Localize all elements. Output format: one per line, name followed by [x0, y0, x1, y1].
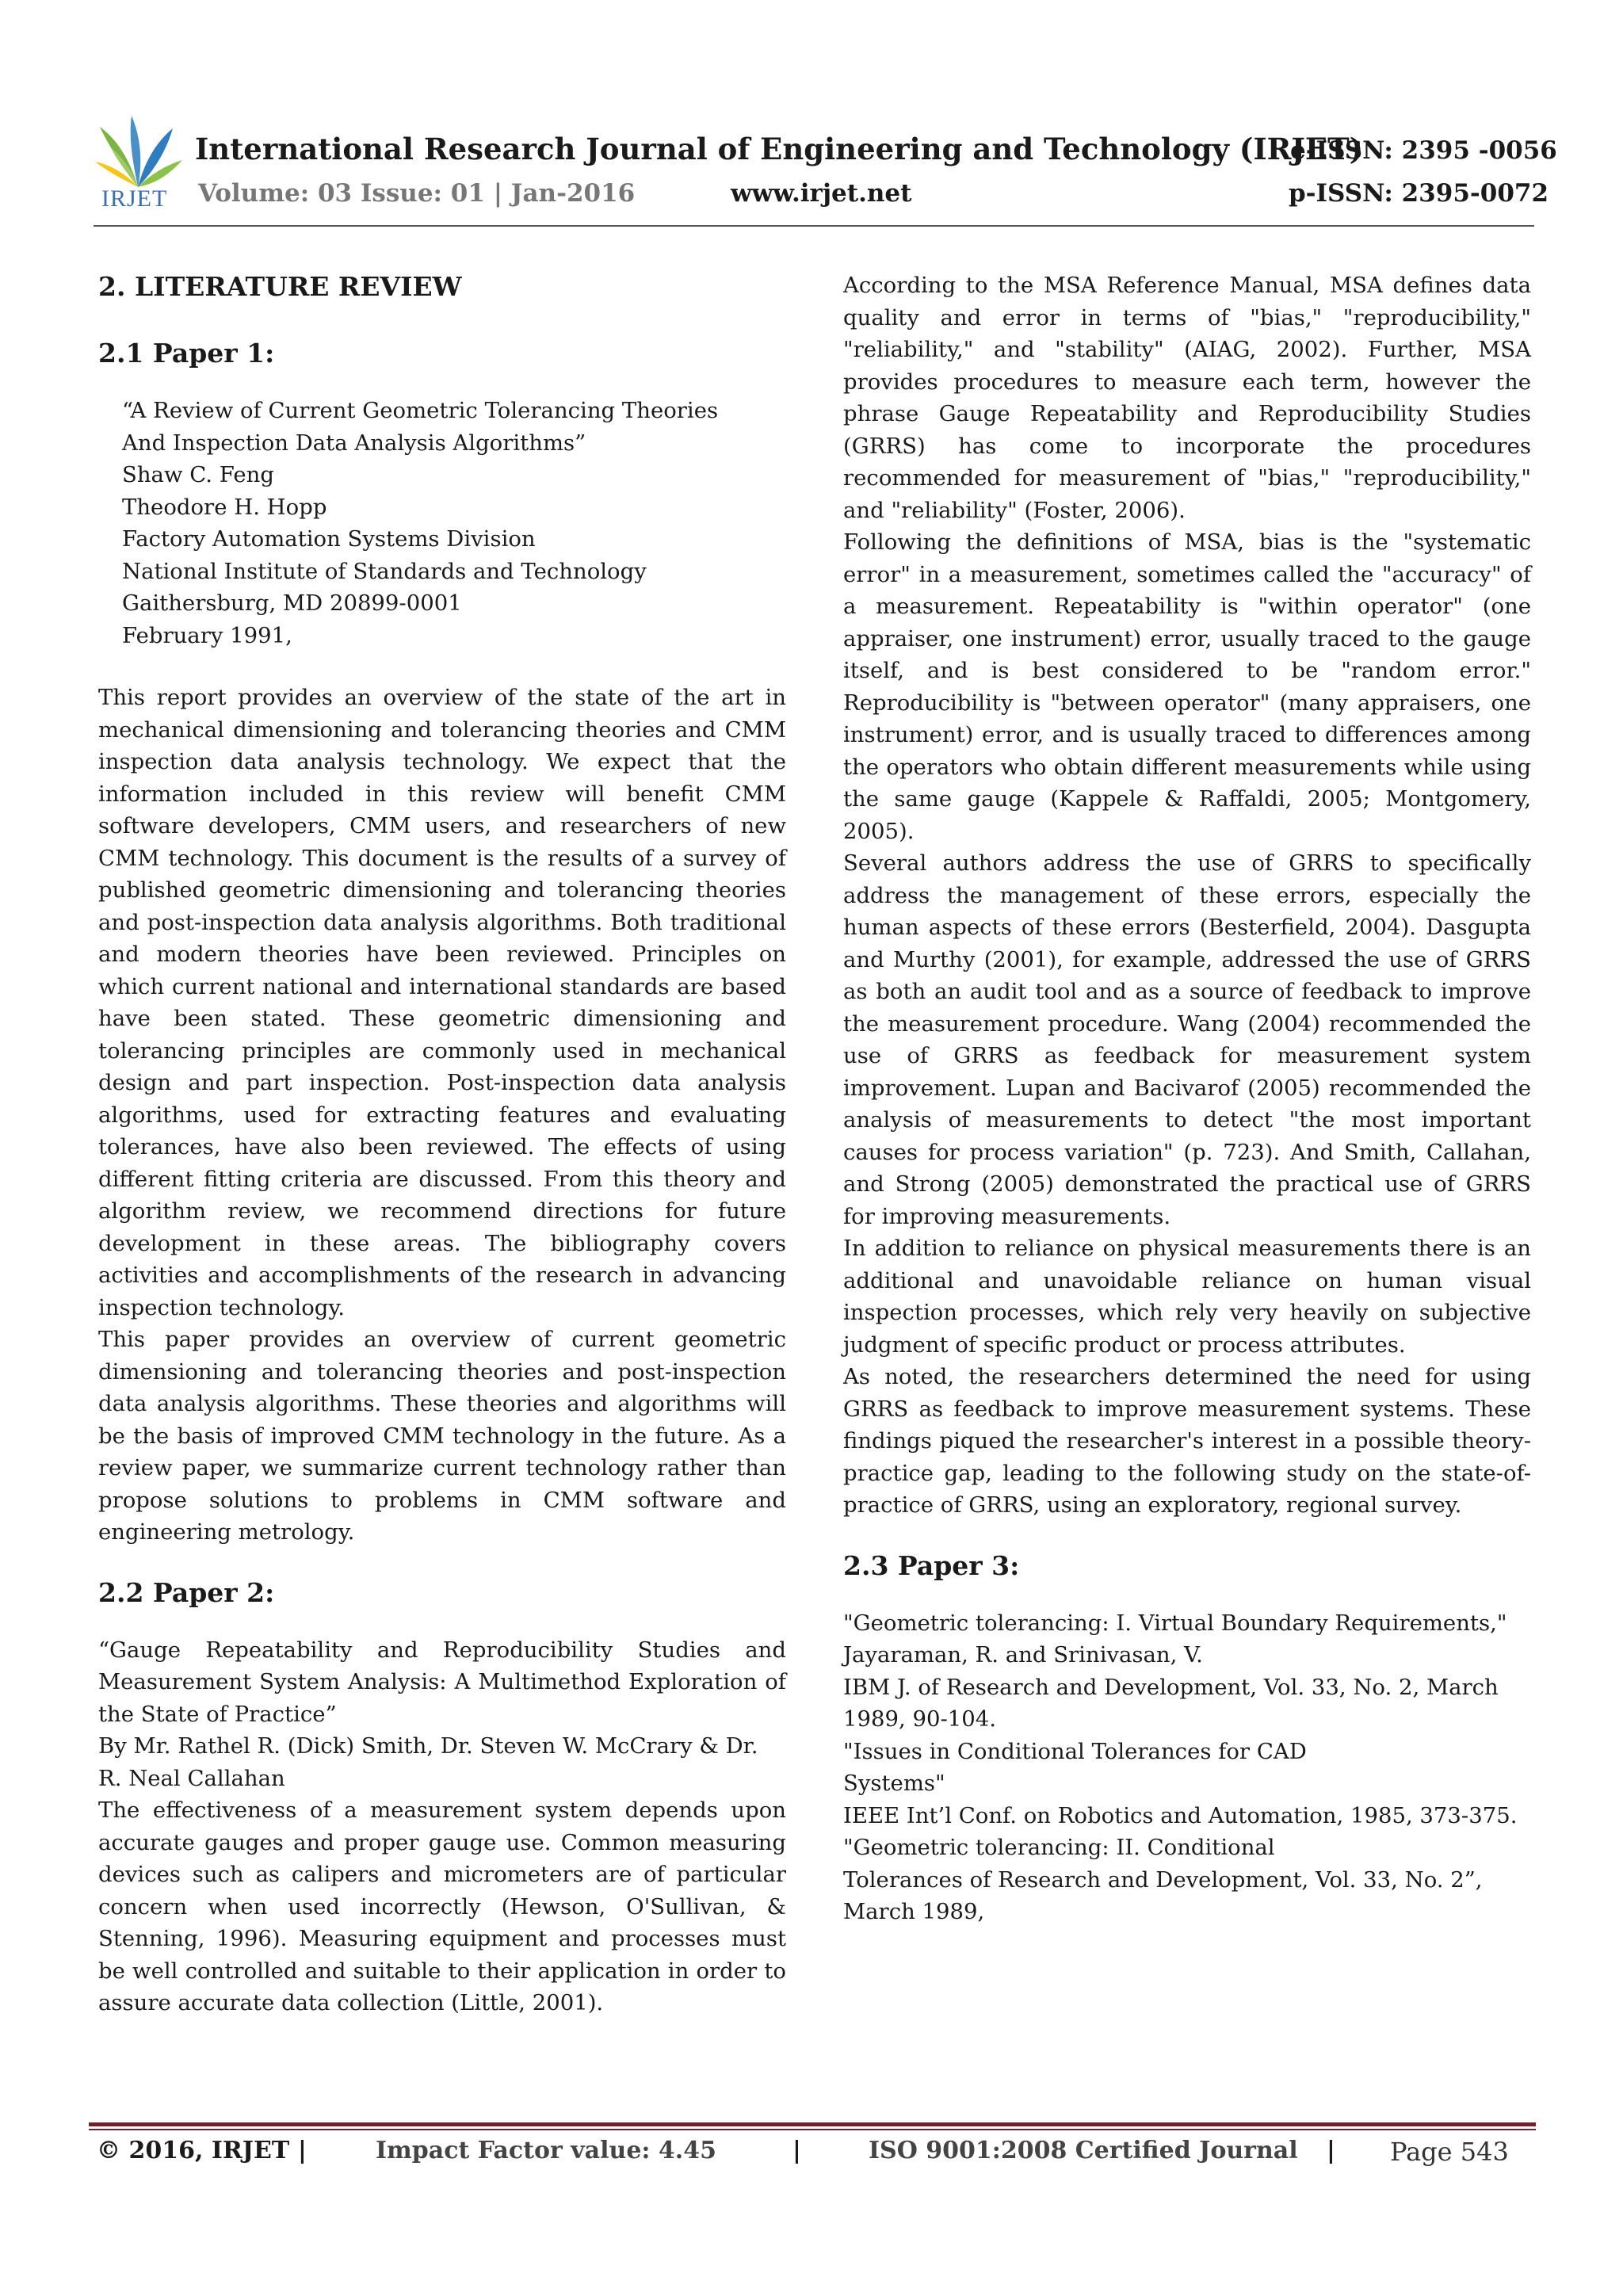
citation-line: And Inspection Data Analysis Algorithms” — [122, 430, 586, 456]
citation-line: Shaw C. Feng — [122, 462, 274, 487]
paper3-ref-title: "Issues in Conditional Tolerances for CAD — [843, 1738, 1307, 1764]
footer-separator: | — [792, 2137, 801, 2164]
citation-line: February 1991, — [122, 622, 292, 648]
footer-separator: | — [1327, 2137, 1335, 2164]
paper2-authors: By Mr. Rathel R. (Dick) Smith, Dr. Steven W. McCrary & Dr. R. Neal Callahan — [98, 1733, 758, 1791]
paper3-ref-source: IEEE Int’l Conf. on Robotics and Automation, 1985, 373-375. — [843, 1802, 1518, 1828]
page-number: Page 543 — [1390, 2137, 1509, 2167]
section-title: 2. LITERATURE REVIEW — [98, 271, 462, 302]
paragraph: In addition to reliance on physical measurements there is an additional and unavoidable reliance on human visual inspection processes, which rely very heavily on subjective judgment of specific product or process attributes. — [843, 1236, 1531, 1358]
footer-iso: ISO 9001:2008 Certified Journal — [869, 2137, 1298, 2164]
left-column — [98, 269, 786, 2019]
logo-text: IRJET — [101, 185, 168, 212]
volume-info: Volume: 03 Issue: 01 | Jan-2016 — [198, 179, 636, 208]
paper3-ref-source: IBM J. of Research and Development, Vol. 33, No. 2, March 1989, 90-104. — [843, 1674, 1499, 1732]
citation-line: Gaithersburg, MD 20899-0001 — [122, 590, 462, 616]
paper2-citation-title: “Gauge Repeatability and Reproducibility Studies and Measurement System Analysis: A Multimethod Exploration of the State of Practice” — [98, 1637, 786, 1727]
footer-divider — [89, 2122, 1536, 2126]
footer-impact-factor: Impact Factor value: 4.45 — [376, 2137, 716, 2164]
footer-divider-thin — [89, 2129, 1536, 2130]
paper1-paragraph: This report provides an overview of the state of the art in mechanical dimensioning and tolerancing theories and CMM inspection data analysis technology. We expect that the information included in this review will benefit CMM software developers, CMM users, and researchers of new CMM technology. This document is the results of a survey of published geometric dimensioning and tolerancing theories and post-inspection data analysis algorithms. Both traditional and modern theories have been reviewed. Principles on which current national and international standards are based have been stated. These geometric dimensioning and tolerancing principles are commonly used in mechanical design and part inspection. Post-inspection data analysis algorithms, used for extracting features and evaluating tolerances, have also been reviewed. The effects of using different fitting criteria are discussed. From this theory and algorithm review, we recommend directions for future development in these areas. The bibliography covers activities and accomplishments of the research in advancing inspection technology. — [98, 685, 786, 1320]
citation-line: Factory Automation Systems Division — [122, 526, 536, 552]
paragraph: Following the definitions of MSA, bias is the "systematic error" in a measurement, sometimes called the "accuracy" of a measurement. Repeatability is "within operator" (one appraiser, one instrument) error, usually traced to the gauge itself, and is best considered to be "random error." Reproducibility is "between operator" (many appraisers, one instrument) error, and is usually traced to differences among the operators who obtain different measurements while using the same gauge (Kappele & Raffaldi, 2005; Montgomery, 2005). — [843, 529, 1531, 844]
header-divider — [94, 225, 1534, 227]
paper3-ref-date: March 1989, — [843, 1899, 985, 1924]
paper2-title: 2.2 Paper 2: — [98, 1576, 275, 1608]
paper1-citation — [122, 395, 786, 651]
paper3-ref-title: Systems" — [843, 1771, 945, 1796]
footer-separator: | — [298, 2137, 307, 2164]
citation-line: “A Review of Current Geometric Tolerancing Theories — [122, 398, 719, 423]
website-link[interactable]: www.irjet.net — [731, 179, 912, 208]
journal-title: International Research Journal of Engineering and Technology (IRJET) — [195, 132, 1364, 166]
paper1-title: 2.1 Paper 1: — [98, 338, 275, 369]
paper1-paragraph: This paper provides an overview of current geometric dimensioning and tolerancing theories and post-inspection data analysis algorithms. These theories and algorithms will be the basis of improved CMM technology in the future. As a review paper, we summarize current technology rather than propose solutions to problems in CMM software and engineering metrology. — [98, 1327, 786, 1545]
paragraph: According to the MSA Reference Manual, MSA defines data quality and error in terms of "bias," "reproducibility," "reliability," and "stability" (AIAG, 2002). Further, MSA provides procedures to measure each term, however the phrase Gauge Repeatability and Reproducibility Studies (GRRS) has come to incorporate the procedures recommended for measurement of "bias," "reproducibility," and "reliability" (Foster, 2006). — [843, 273, 1531, 523]
page-header — [0, 0, 1623, 238]
footer-copyright: © 2016, IRJET — [97, 2137, 290, 2164]
eissn: e-ISSN: 2395 -0056 — [1290, 136, 1557, 165]
pissn: p-ISSN: 2395-0072 — [1289, 179, 1549, 208]
citation-line: National Institute of Standards and Technology — [122, 558, 647, 584]
paper2-paragraph: The effectiveness of a measurement system depends upon accurate gauges and proper gauge use. Common measuring devices such as calipers and micrometers are of particular concern when used incorrectly (Hewson, O'Sullivan, & Stenning, 1996). Measuring equipment and processes must be well controlled and suitable to their application in order to assure accurate data collection (Little, 2001). — [98, 1797, 786, 2015]
paper3-ref-title: "Geometric tolerancing: I. Virtual Boundary Requirements," — [843, 1610, 1507, 1636]
paper3-ref-source: Tolerances of Research and Development, Vol. 33, No. 2”, — [843, 1866, 1483, 1893]
paragraph: As noted, the researchers determined the need for using GRRS as feedback to improve measurement systems. These findings piqued the researcher's interest in a possible theory-practice gap, leading to the following study on the state-of-practice of GRRS, using an exploratory, regional survey. — [843, 1364, 1531, 1518]
citation-line: Theodore H. Hopp — [122, 494, 327, 520]
paper3-ref-authors: Jayaraman, R. and Srinivasan, V. — [843, 1642, 1203, 1668]
paragraph: Several authors address the use of GRRS to specifically address the management of these errors, especially the human aspects of these errors (Besterfield, 2004). Dasgupta and Murthy (2001), for example, addressed the use of GRRS as both an audit tool and as a source of feedback to improve the measurement procedure. Wang (2004) recommended the use of GRRS as feedback for measurement system improvement. Lupan and Bacivarof (2005) recommended the analysis of measurements to detect "the most important causes for process variation" (p. 723). And Smith, Callahan, and Strong (2005) demonstrated the practical use of GRRS for improving measurements. — [843, 850, 1531, 1229]
paper3-title: 2.3 Paper 3: — [843, 1549, 1020, 1581]
right-column — [843, 269, 1531, 1928]
paper3-ref-title: "Geometric tolerancing: II. Conditional — [843, 1835, 1275, 1860]
